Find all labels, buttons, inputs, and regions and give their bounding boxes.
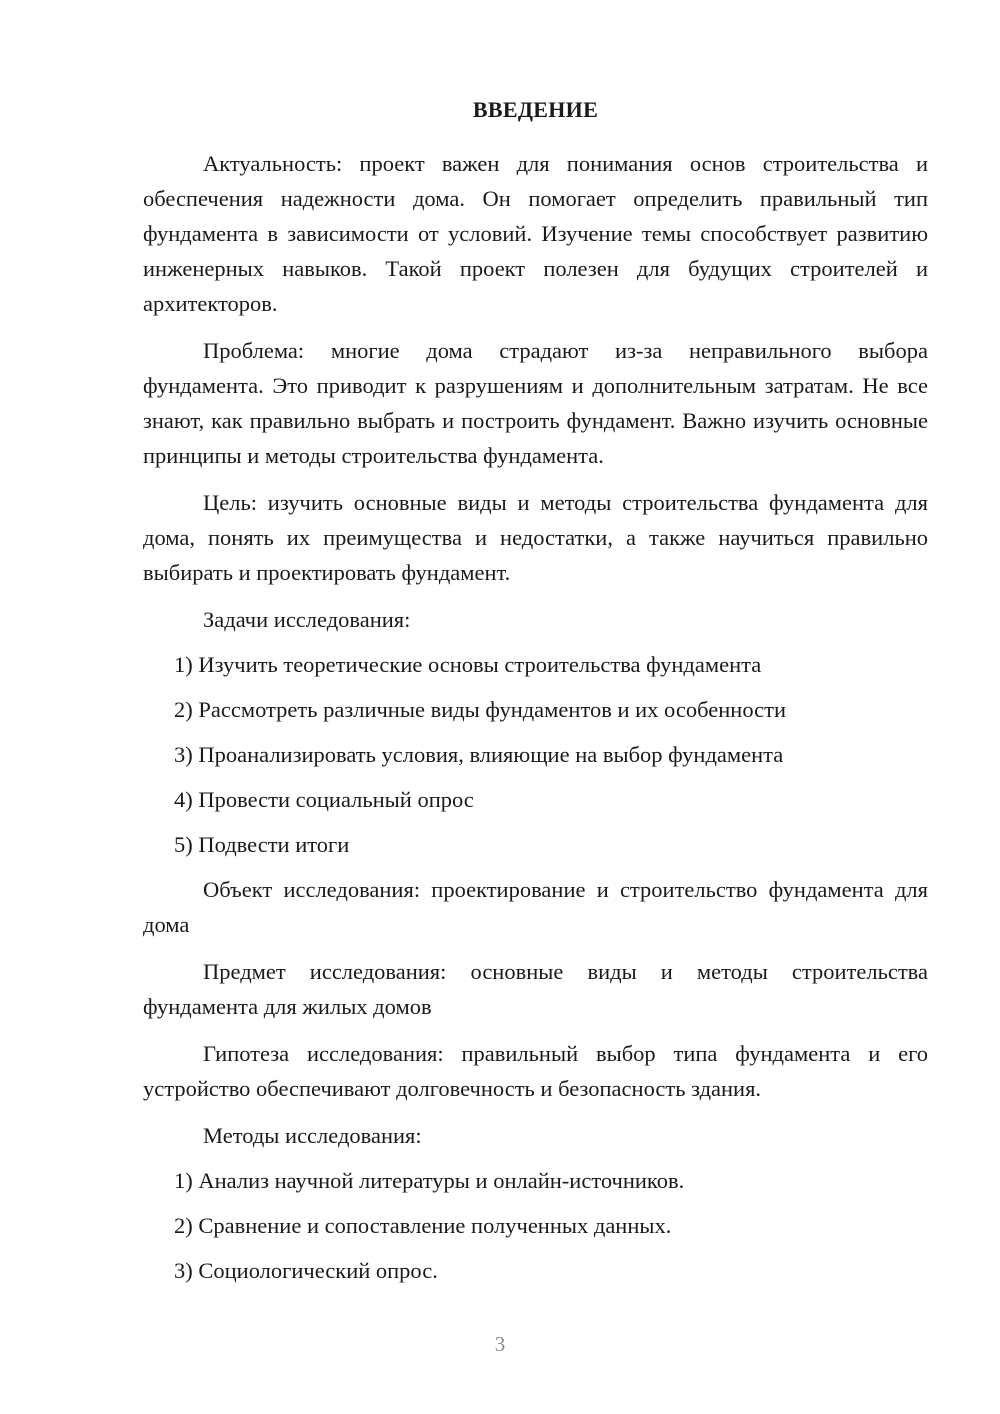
hypothesis-paragraph: Гипотеза исследования: правильный выбор типа фундамента и его устройство обеспечивают долговечность и безопасность здания. — [143, 1041, 928, 1101]
tasks-list — [143, 647, 928, 862]
list-item: 3) Социологический опрос. — [174, 1258, 438, 1283]
tasks-heading: Задачи исследования: — [203, 607, 411, 632]
list-item: 4) Провести социальный опрос — [174, 787, 474, 812]
methods-list — [143, 1163, 928, 1288]
list-item: 2) Рассмотреть различные виды фундаментов и их особенности — [174, 697, 786, 722]
list-item: 5) Подвести итоги — [174, 832, 350, 857]
methods-heading: Методы исследования: — [203, 1123, 422, 1148]
list-item: 2) Сравнение и сопоставление полученных данных. — [174, 1213, 672, 1238]
document-page — [143, 92, 928, 1298]
list-item: 3) Проанализировать условия, влияющие на выбор фундамента — [174, 742, 784, 767]
list-item: 1) Анализ научной литературы и онлайн-источников. — [174, 1168, 685, 1193]
subject-paragraph: Предмет исследования: основные виды и методы строительства фундамента для жилых домов — [143, 959, 928, 1019]
problem-paragraph: Проблема: многие дома страдают из-за неправильного выбора фундамента. Это приводит к разрушениям и дополнительным затратам. Не все знают, как правильно выбрать и построить фундамент. Важно изучить основные принципы и методы строительства фундамента. — [143, 338, 928, 468]
page-number: 3 — [494, 1332, 506, 1356]
page-title: ВВЕДЕНИЕ — [472, 97, 599, 122]
list-item: 1) Изучить теоретические основы строительства фундамента — [174, 652, 762, 677]
object-paragraph: Объект исследования: проектирование и строительство фундамента для дома — [143, 877, 928, 937]
relevance-paragraph: Актуальность: проект важен для понимания основ строительства и обеспечения надежности дома. Он помогает определить правильный тип фундамента в зависимости от условий. Изучение темы способствует развитию инженерных навыков. Такой проект полезен для будущих строителей и архитекторов. — [143, 151, 928, 316]
goal-paragraph: Цель: изучить основные виды и методы строительства фундамента для дома, понять их преимущества и недостатки, а также научиться правильно выбирать и проектировать фундамент. — [143, 490, 928, 585]
